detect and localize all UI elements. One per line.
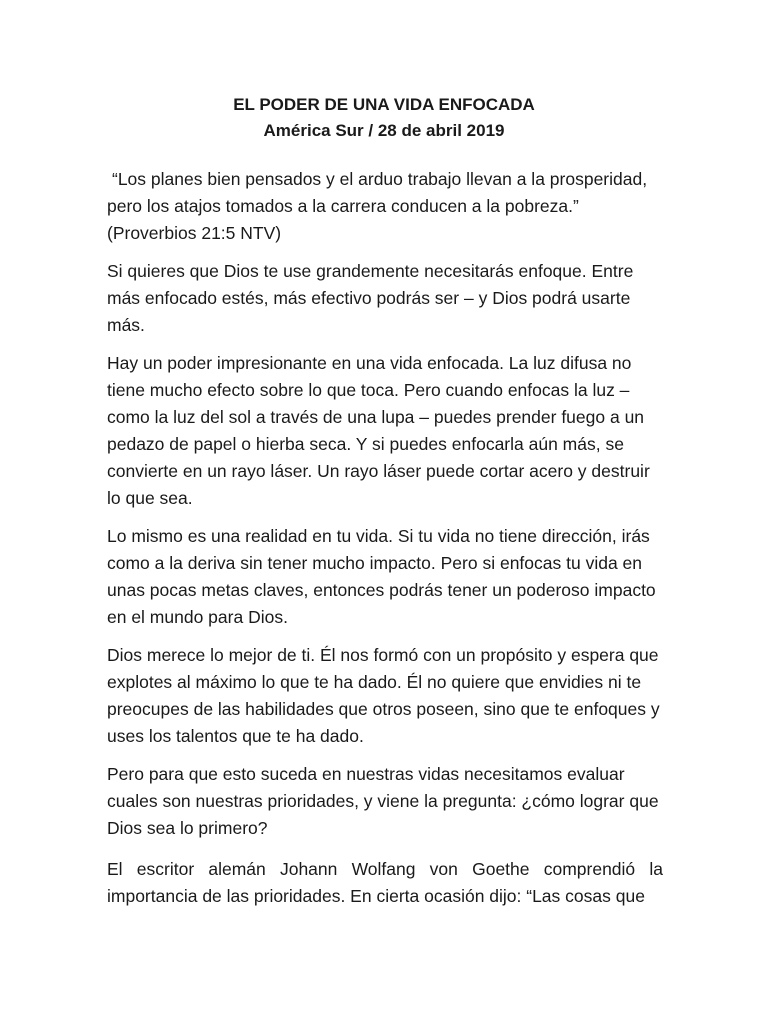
document-body — [107, 166, 663, 921]
paragraph: Pero para que esto suceda en nuestras vidas necesitamos evaluar cuales son nuestras prioridades, y viene la pregunta: ¿cómo lograr que Dios sea lo primero? — [107, 764, 659, 838]
paragraph: El escritor alemán Johann Wolfang von Goethe comprendió la importancia de las prioridades. En cierta ocasión dijo: “Las cosas que — [107, 859, 663, 906]
paragraph: Lo mismo es una realidad en tu vida. Si tu vida no tiene dirección, irás como a la deriva sin tener mucho impacto. Pero si enfocas tu vida en unas pocas metas claves, entonces podrás tener un poderoso impacto en el mundo para Dios. — [107, 526, 656, 627]
paragraph: Hay un poder impresionante en una vida enfocada. La luz difusa no tiene mucho efecto sobre lo que toca. Pero cuando enfocas la luz – como la luz del sol a través de una lupa – puedes prender fuego a un pedazo de papel o hierba seca. Y si puedes enfocarla aún más, se convierte en un rayo láser. Un rayo láser puede cortar acero y destruir lo que sea. — [107, 353, 650, 508]
paragraph: Dios merece lo mejor de ti. Él nos formó con un propósito y espera que explotes al máximo lo que te ha dado. Él no quiere que envidies ni te preocupes de las habilidades que otros poseen, sino que te enfoques y uses los talentos que te ha dado. — [107, 645, 660, 746]
document-header — [0, 92, 768, 144]
document-title: EL PODER DE UNA VIDA ENFOCADA — [233, 95, 535, 114]
document-subtitle: América Sur / 28 de abril 2019 — [263, 121, 505, 140]
bible-quote-paragraph: “Los planes bien pensados y el arduo trabajo llevan a la prosperidad, pero los atajos tomados a la carrera conducen a la pobreza.” (Proverbios 21:5 NTV) — [107, 169, 648, 243]
paragraph: Si quieres que Dios te use grandemente necesitarás enfoque. Entre más enfocado estés, más efectivo podrás ser – y Dios podrá usarte más. — [107, 261, 634, 335]
